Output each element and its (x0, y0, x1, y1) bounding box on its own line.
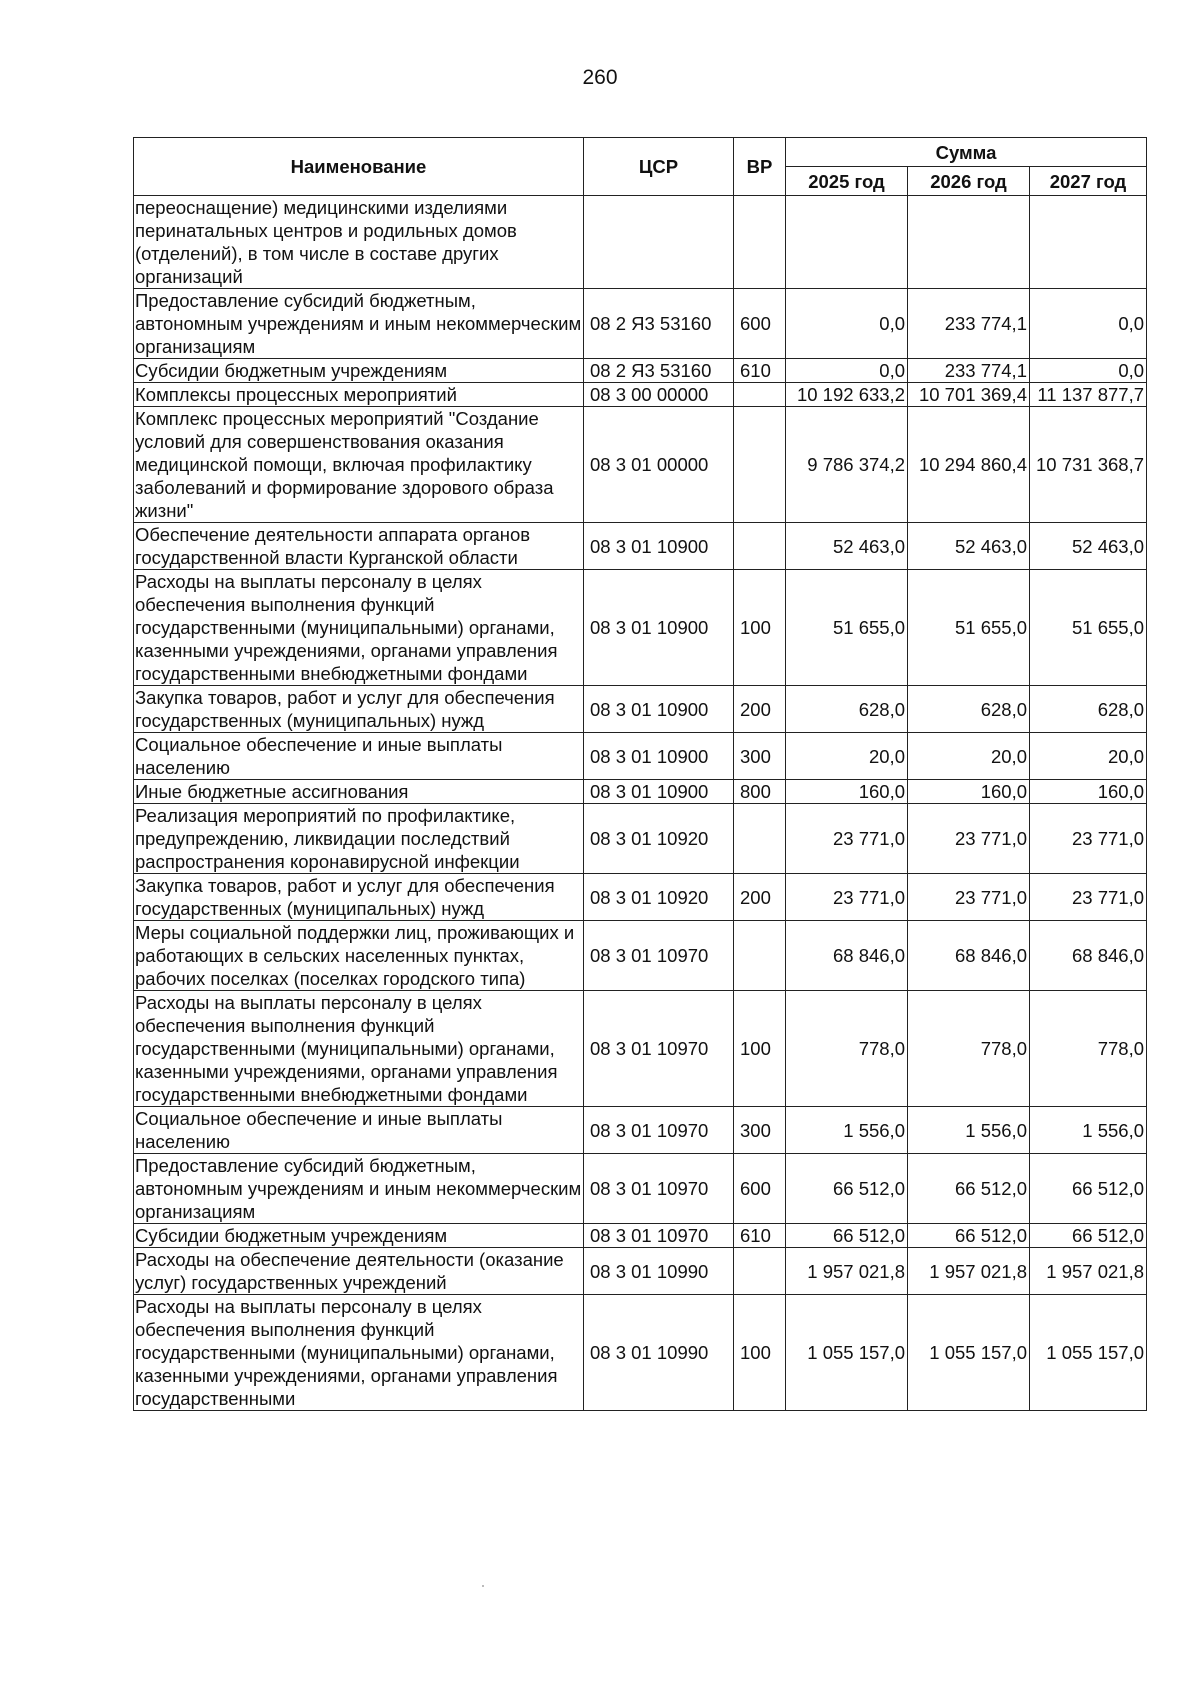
header-sum: Сумма (786, 138, 1147, 167)
cell-2026: 778,0 (908, 991, 1030, 1107)
cell-2025: 68 846,0 (786, 921, 908, 991)
cell-vr: 100 (734, 1295, 786, 1411)
table-row (134, 780, 1147, 804)
cell-2026 (908, 196, 1030, 289)
cell-2026: 1 055 157,0 (908, 1295, 1030, 1411)
cell-name: Субсидии бюджетным учреждениям (134, 359, 584, 383)
cell-name: Меры социальной поддержки лиц, проживающих и работающих в сельских населенных пунктах, рабочих поселках (поселках городского типа) (134, 921, 584, 991)
cell-2027: 1 055 157,0 (1030, 1295, 1147, 1411)
cell-name: Обеспечение деятельности аппарата органов государственной власти Курганской области (134, 523, 584, 570)
cell-2025: 51 655,0 (786, 570, 908, 686)
cell-name: Социальное обеспечение и иные выплаты населению (134, 1107, 584, 1154)
cell-2027: 0,0 (1030, 359, 1147, 383)
cell-2027: 66 512,0 (1030, 1224, 1147, 1248)
table-row (134, 1224, 1147, 1248)
cell-csr: 08 3 01 10900 (584, 686, 734, 733)
cell-2027: 23 771,0 (1030, 874, 1147, 921)
cell-vr: 600 (734, 1154, 786, 1224)
cell-vr: 610 (734, 359, 786, 383)
cell-2025: 1 556,0 (786, 1107, 908, 1154)
cell-2025: 778,0 (786, 991, 908, 1107)
table-row (134, 874, 1147, 921)
cell-vr (734, 921, 786, 991)
cell-csr: 08 2 Я3 53160 (584, 359, 734, 383)
cell-vr (734, 407, 786, 523)
cell-2026: 160,0 (908, 780, 1030, 804)
cell-2025: 0,0 (786, 359, 908, 383)
cell-2025: 1 957 021,8 (786, 1248, 908, 1295)
cell-vr: 300 (734, 1107, 786, 1154)
cell-2026: 10 701 369,4 (908, 383, 1030, 407)
cell-vr: 610 (734, 1224, 786, 1248)
cell-csr: 08 3 01 10970 (584, 921, 734, 991)
cell-csr: 08 3 00 00000 (584, 383, 734, 407)
table-row (134, 804, 1147, 874)
cell-2026: 20,0 (908, 733, 1030, 780)
cell-csr: 08 3 01 10900 (584, 733, 734, 780)
table-row (134, 383, 1147, 407)
cell-name: Комплексы процессных мероприятий (134, 383, 584, 407)
cell-2025: 66 512,0 (786, 1154, 908, 1224)
cell-2027: 160,0 (1030, 780, 1147, 804)
table-header (134, 138, 1147, 196)
cell-2027: 778,0 (1030, 991, 1147, 1107)
cell-2027: 51 655,0 (1030, 570, 1147, 686)
cell-2025: 66 512,0 (786, 1224, 908, 1248)
cell-csr: 08 3 01 10900 (584, 570, 734, 686)
header-year-2026: 2026 год (908, 167, 1030, 196)
cell-csr (584, 196, 734, 289)
cell-name: Комплекс процессных мероприятий "Создание условий для совершенствования оказания медицинской помощи, включая профилактику заболеваний и формирование здорового образа жизни" (134, 407, 584, 523)
cell-2027: 68 846,0 (1030, 921, 1147, 991)
cell-vr: 600 (734, 289, 786, 359)
table-row (134, 991, 1147, 1107)
cell-2025: 10 192 633,2 (786, 383, 908, 407)
cell-csr: 08 3 01 10900 (584, 780, 734, 804)
cell-name: Иные бюджетные ассигнования (134, 780, 584, 804)
cell-vr: 200 (734, 686, 786, 733)
table-row (134, 196, 1147, 289)
table-row (134, 407, 1147, 523)
cell-vr (734, 1248, 786, 1295)
cell-name: Предоставление субсидий бюджетным, автономным учреждениям и иным некоммерческим организациям (134, 289, 584, 359)
table-body (134, 196, 1147, 1411)
cell-2026: 51 655,0 (908, 570, 1030, 686)
cell-2026: 52 463,0 (908, 523, 1030, 570)
cell-2026: 628,0 (908, 686, 1030, 733)
header-vr: ВР (734, 138, 786, 196)
cell-2026: 23 771,0 (908, 874, 1030, 921)
cell-name: Расходы на выплаты персоналу в целях обеспечения выполнения функций государственными (муниципальными) органами, казенными учреждениями, органами управления государственными внебюджетными фондами (134, 991, 584, 1107)
cell-csr: 08 3 01 10990 (584, 1248, 734, 1295)
cell-name: Закупка товаров, работ и услуг для обеспечения государственных (муниципальных) нужд (134, 874, 584, 921)
cell-csr: 08 3 01 10970 (584, 1107, 734, 1154)
cell-2027: 11 137 877,7 (1030, 383, 1147, 407)
cell-2027 (1030, 196, 1147, 289)
cell-csr: 08 3 01 10970 (584, 1224, 734, 1248)
cell-2025: 23 771,0 (786, 804, 908, 874)
cell-name: Предоставление субсидий бюджетным, автономным учреждениям и иным некоммерческим организациям (134, 1154, 584, 1224)
cell-csr: 08 3 01 00000 (584, 407, 734, 523)
cell-csr: 08 3 01 10900 (584, 523, 734, 570)
cell-2026: 1 556,0 (908, 1107, 1030, 1154)
cell-csr: 08 2 Я3 53160 (584, 289, 734, 359)
cell-vr (734, 523, 786, 570)
cell-name: Расходы на выплаты персоналу в целях обеспечения выполнения функций государственными (муниципальными) органами, казенными учреждениями, органами управления государственными внебюджетными фондами (134, 570, 584, 686)
budget-table (133, 137, 1147, 1411)
cell-name: Расходы на выплаты персоналу в целях обеспечения выполнения функций государственными (муниципальными) органами, казенными учреждениями, органами управления государственными (134, 1295, 584, 1411)
cell-vr: 200 (734, 874, 786, 921)
cell-name: Социальное обеспечение и иные выплаты населению (134, 733, 584, 780)
table-row (134, 570, 1147, 686)
table-row (134, 359, 1147, 383)
cell-vr: 100 (734, 991, 786, 1107)
header-name: Наименование (134, 138, 584, 196)
cell-vr: 300 (734, 733, 786, 780)
cell-2027: 23 771,0 (1030, 804, 1147, 874)
table-row (134, 1295, 1147, 1411)
cell-vr: 100 (734, 570, 786, 686)
header-year-2027: 2027 год (1030, 167, 1147, 196)
cell-2027: 52 463,0 (1030, 523, 1147, 570)
cell-vr (734, 804, 786, 874)
cell-2025: 20,0 (786, 733, 908, 780)
cell-2025 (786, 196, 908, 289)
cell-2026: 68 846,0 (908, 921, 1030, 991)
cell-2027: 10 731 368,7 (1030, 407, 1147, 523)
cell-2027: 0,0 (1030, 289, 1147, 359)
cell-2027: 1 957 021,8 (1030, 1248, 1147, 1295)
cell-2025: 1 055 157,0 (786, 1295, 908, 1411)
cell-2027: 20,0 (1030, 733, 1147, 780)
cell-2027: 628,0 (1030, 686, 1147, 733)
cell-name: переоснащение) медицинскими изделиями перинатальных центров и родильных домов (отделений), в том числе в составе других организаций (134, 196, 584, 289)
table-row (134, 733, 1147, 780)
header-year-2025: 2025 год (786, 167, 908, 196)
table-row (134, 289, 1147, 359)
cell-2026: 233 774,1 (908, 289, 1030, 359)
cell-vr (734, 383, 786, 407)
table-row (134, 1248, 1147, 1295)
cell-name: Расходы на обеспечение деятельности (оказание услуг) государственных учреждений (134, 1248, 584, 1295)
table-row (134, 523, 1147, 570)
cell-2026: 66 512,0 (908, 1154, 1030, 1224)
cell-2025: 160,0 (786, 780, 908, 804)
table-row (134, 1107, 1147, 1154)
cell-2026: 233 774,1 (908, 359, 1030, 383)
cell-csr: 08 3 01 10920 (584, 804, 734, 874)
cell-2026: 23 771,0 (908, 804, 1030, 874)
cell-csr: 08 3 01 10970 (584, 991, 734, 1107)
cell-csr: 08 3 01 10920 (584, 874, 734, 921)
table-row (134, 686, 1147, 733)
cell-2026: 66 512,0 (908, 1224, 1030, 1248)
cell-2027: 1 556,0 (1030, 1107, 1147, 1154)
cell-csr: 08 3 01 10990 (584, 1295, 734, 1411)
cell-name: Реализация мероприятий по профилактике, предупреждению, ликвидации последствий распространения коронавирусной инфекции (134, 804, 584, 874)
cell-2027: 66 512,0 (1030, 1154, 1147, 1224)
cell-vr (734, 196, 786, 289)
cell-2025: 9 786 374,2 (786, 407, 908, 523)
cell-name: Субсидии бюджетным учреждениям (134, 1224, 584, 1248)
cell-name: Закупка товаров, работ и услуг для обеспечения государственных (муниципальных) нужд (134, 686, 584, 733)
cell-csr: 08 3 01 10970 (584, 1154, 734, 1224)
cell-vr: 800 (734, 780, 786, 804)
cell-2025: 628,0 (786, 686, 908, 733)
cell-2025: 0,0 (786, 289, 908, 359)
table-row (134, 921, 1147, 991)
cell-2026: 10 294 860,4 (908, 407, 1030, 523)
cell-2025: 23 771,0 (786, 874, 908, 921)
scan-speck (482, 1585, 484, 1587)
cell-2026: 1 957 021,8 (908, 1248, 1030, 1295)
table-row (134, 1154, 1147, 1224)
page-number: 260 (582, 66, 618, 89)
header-csr: ЦСР (584, 138, 734, 196)
cell-2025: 52 463,0 (786, 523, 908, 570)
